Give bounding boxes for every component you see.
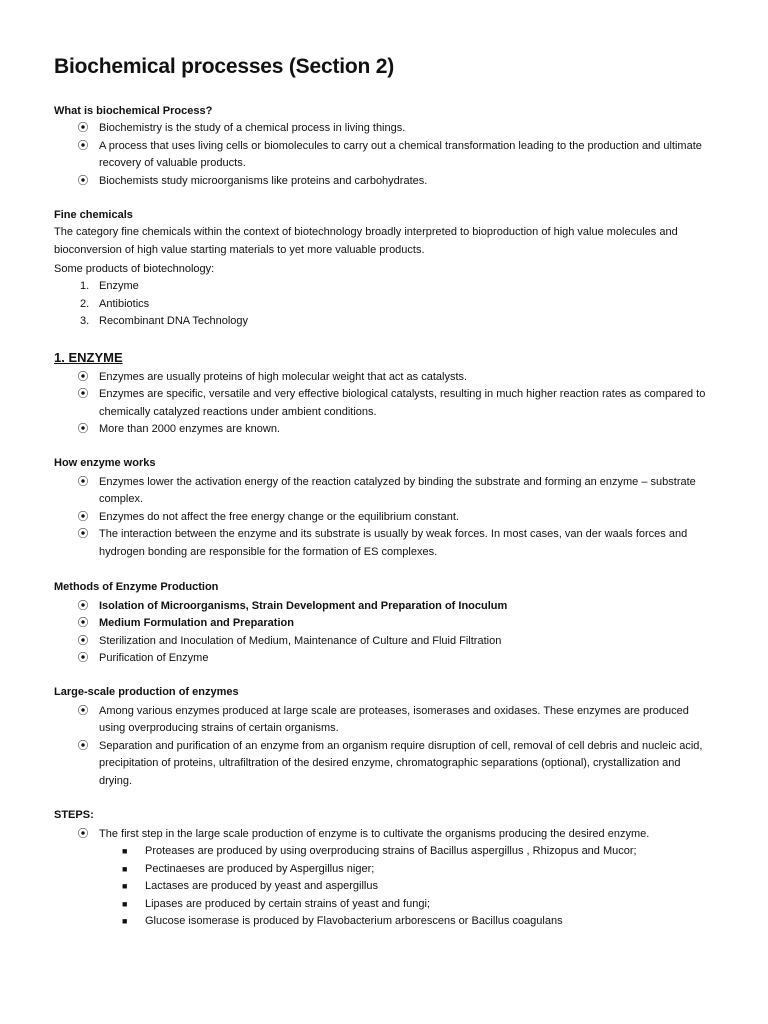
bullet-item: ⦿ Biochemists study microorganisms like proteins and carbohydrates. (54, 173, 714, 191)
bullet-item: ⦿ Among various enzymes produced at large scale are proteases, isomerases and oxidases. These enzymes are produced using overproducing strains of certain organisms. (77, 704, 689, 734)
bullet-item: ⦿ Separation and purification of an enzyme from an organism require disruption of cell, removal of cell debris and nucleic acid, precipitation of proteins, ultrafiltration of the desired enzyme, chromatographic separations (optional), crystallization and drying. (77, 739, 703, 787)
sub-bullet-item: ■ Lipases are produced by certain strains of yeast and fungi; (54, 896, 714, 914)
heading-large-scale-production: Large-scale production of enzymes (54, 686, 239, 698)
square-bullet-icon: ■ (122, 916, 128, 926)
heading-steps: STEPS: (54, 809, 94, 821)
heading-enzyme: 1. ENZYME (54, 350, 123, 365)
square-bullet-icon: ■ (122, 881, 128, 891)
circle-bullet-icon: ⦿ (77, 652, 89, 664)
sub-bullet-item: ■ Proteases are produced by using overproducing strains of Bacillus aspergillus , Rhizopus and Mucor; (54, 843, 714, 861)
products-lead-text: Some products of biotechnology: (54, 263, 215, 275)
bullet-item: ⦿ Sterilization and Inoculation of Medium, Maintenance of Culture and Fluid Filtration (54, 633, 714, 651)
circle-bullet-icon: ⦿ (77, 475, 89, 488)
bullet-item: ⦿ Enzymes are usually proteins of high molecular weight that act as catalysts. (54, 369, 714, 387)
bullet-item: ⦿ Medium Formulation and Preparation (54, 615, 714, 633)
heading-how-enzyme-works: How enzyme works (54, 457, 156, 469)
bullet-item: ⦿ The interaction between the enzyme and its substrate is usually by weak forces. In most cases, van der waals forces and hydrogen bonding are responsible for the formation of ES complexes. (77, 528, 688, 558)
circle-bullet-icon: ⦿ (77, 174, 89, 187)
circle-bullet-icon: ⦿ (77, 617, 89, 629)
circle-bullet-icon: ⦿ (77, 704, 89, 717)
circle-bullet-icon: ⦿ (77, 139, 89, 152)
heading-what-is-biochemical-process: What is biochemical Process? (54, 105, 213, 117)
numbered-item: 3. Recombinant DNA Technology (54, 313, 714, 331)
circle-bullet-icon: ⦿ (77, 827, 89, 840)
circle-bullet-icon: ⦿ (77, 370, 89, 383)
circle-bullet-icon: ⦿ (77, 122, 89, 134)
sub-bullet-item: ■ Pectinaeses are produced by Aspergillus niger; (54, 861, 714, 879)
numbered-item: 2. Antibiotics (54, 296, 714, 314)
page-title: Biochemical processes (Section 2) (54, 55, 395, 78)
circle-bullet-icon: ⦿ (77, 528, 89, 540)
bullet-item: ⦿ Enzymes are specific, versatile and very effective biological catalysts, resulting in much higher reaction rates as compared to chemically catalyzed reactions under ambient conditions. (77, 388, 706, 418)
circle-bullet-icon: ⦿ (77, 739, 89, 752)
sub-bullet-item: ■ Lactases are produced by yeast and aspergillus (54, 878, 714, 896)
square-bullet-icon: ■ (122, 863, 128, 874)
circle-bullet-icon: ⦿ (77, 634, 89, 647)
sub-bullet-item: ■ Glucose isomerase is produced by Flavobacterium arborescens or Bacillus coagulans (54, 913, 714, 931)
bullet-item: ⦿ The first step in the large scale production of enzyme is to cultivate the organisms producing the desired enzyme. (54, 826, 714, 844)
bullet-item: ⦿ More than 2000 enzymes are known. (54, 421, 714, 439)
circle-bullet-icon: ⦿ (77, 388, 89, 400)
circle-bullet-icon: ⦿ (77, 599, 89, 612)
numbered-item: 1. Enzyme (54, 278, 714, 296)
bullet-item: ⦿ Biochemistry is the study of a chemical process in living things. (54, 120, 714, 138)
square-bullet-icon: ■ (122, 898, 128, 909)
bullet-item: ⦿ Enzymes lower the activation energy of the reaction catalyzed by binding the substrate and forming an enzyme – substrate complex. (77, 475, 696, 505)
bullet-item: ⦿ Isolation of Microorganisms, Strain Development and Preparation of Inoculum (54, 598, 714, 616)
item-number: 1. (80, 280, 90, 292)
square-bullet-icon: ■ (122, 846, 128, 856)
item-number: 3. (80, 315, 90, 327)
circle-bullet-icon: ⦿ (77, 510, 89, 523)
circle-bullet-icon: ⦿ (77, 423, 89, 435)
fine-chemicals-paragraph: The category fine chemicals within the context of biotechnology broadly interpreted to bioproduction of high value molecules and bioconversion of high value starting materials to yet more valuable products. (54, 226, 678, 256)
bullet-item: ⦿ A process that uses living cells or biomolecules to carry out a chemical transformation leading to the production and ultimate recovery of valuable products. (77, 139, 702, 169)
bullet-item: ⦿ Purification of Enzyme (54, 650, 714, 668)
item-number: 2. (80, 297, 90, 310)
heading-fine-chemicals: Fine chemicals (54, 209, 133, 221)
heading-methods-of-enzyme-production: Methods of Enzyme Production (54, 581, 219, 593)
bullet-item: ⦿ Enzymes do not affect the free energy change or the equilibrium constant. (54, 509, 714, 527)
